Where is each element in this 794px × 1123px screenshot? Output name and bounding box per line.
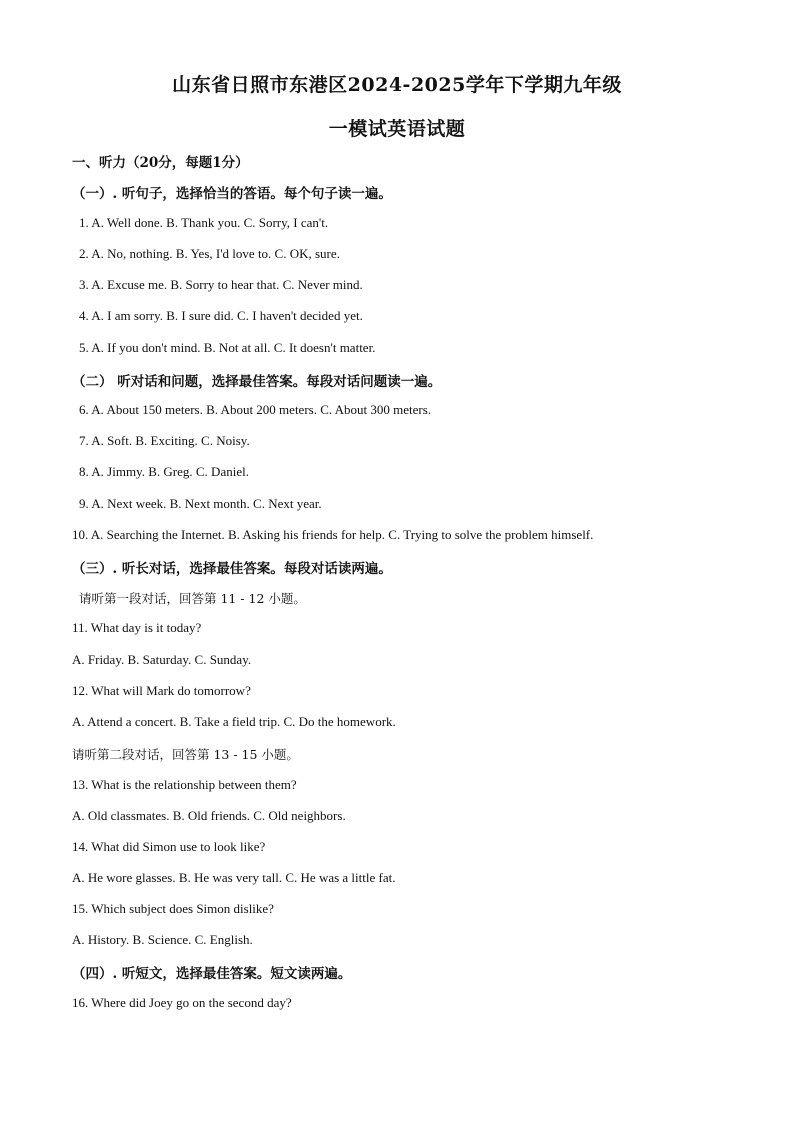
question-11-options: A. Friday. B. Saturday. C. Sunday. <box>72 652 252 667</box>
question-15: 15. Which subject does Simon dislike? <box>72 901 274 916</box>
part1-heading: 一、听力（20分，每题1分） <box>72 155 249 171</box>
section-4-heading: （四）. 听短文，选择最佳答案。短文读两遍。 <box>72 966 352 982</box>
question-12: 12. What will Mark do tomorrow? <box>72 683 251 698</box>
question-1: 1. A. Well done. B. Thank you. C. Sorry, I can't. <box>79 215 329 230</box>
question-12-options: A. Attend a concert. B. Take a field trip. C. Do the homework. <box>72 714 396 729</box>
question-13: 13. What is the relationship between them? <box>72 777 297 792</box>
title-line-1: 山东省日照市东港区2024-2025学年下学期九年级 <box>172 74 622 96</box>
question-16: 16. Where did Joey go on the second day? <box>72 995 292 1010</box>
question-9: 9. A. Next week. B. Next month. C. Next year. <box>79 496 322 511</box>
question-14-options: A. He wore glasses. B. He was very tall. C. He was a little fat. <box>72 870 396 885</box>
question-2: 2. A. No, nothing. B. Yes, I'd love to. C. OK, sure. <box>79 246 340 261</box>
question-7: 7. A. Soft. B. Exciting. C. Noisy. <box>79 433 250 448</box>
title-line-2: 一模试英语试题 <box>328 118 466 140</box>
question-6: 6. A. About 150 meters. B. About 200 meters. C. About 300 meters. <box>79 402 432 417</box>
question-8: 8. A. Jimmy. B. Greg. C. Daniel. <box>79 464 249 479</box>
question-15-options: A. History. B. Science. C. English. <box>72 932 253 947</box>
section-2-heading: （二） 听对话和问题，选择最佳答案。每段对话问题读一遍。 <box>72 374 442 390</box>
question-14: 14. What did Simon use to look like? <box>72 839 266 854</box>
question-4: 4. A. I am sorry. B. I sure did. C. I haven't decided yet. <box>79 308 363 323</box>
question-3: 3. A. Excuse me. B. Sorry to hear that. C. Never mind. <box>79 277 363 292</box>
dialogue-2-note: 请听第二段对话，回答第 13 - 15 小题。 <box>72 747 299 762</box>
question-5: 5. A. If you don't mind. B. Not at all. C. It doesn't matter. <box>79 340 376 355</box>
question-10: 10. A. Searching the Internet. B. Asking his friends for help. C. Trying to solve the problem himself. <box>72 527 594 542</box>
section-1-heading: （一）. 听句子，选择恰当的答语。每个句子读一遍。 <box>72 186 392 202</box>
section-3-heading: （三）. 听长对话，选择最佳答案。每段对话读两遍。 <box>72 561 392 577</box>
question-13-options: A. Old classmates. B. Old friends. C. Old neighbors. <box>72 808 346 823</box>
question-11: 11. What day is it today? <box>72 620 202 635</box>
dialogue-1-note: 请听第一段对话，回答第 11 - 12 小题。 <box>79 591 306 606</box>
